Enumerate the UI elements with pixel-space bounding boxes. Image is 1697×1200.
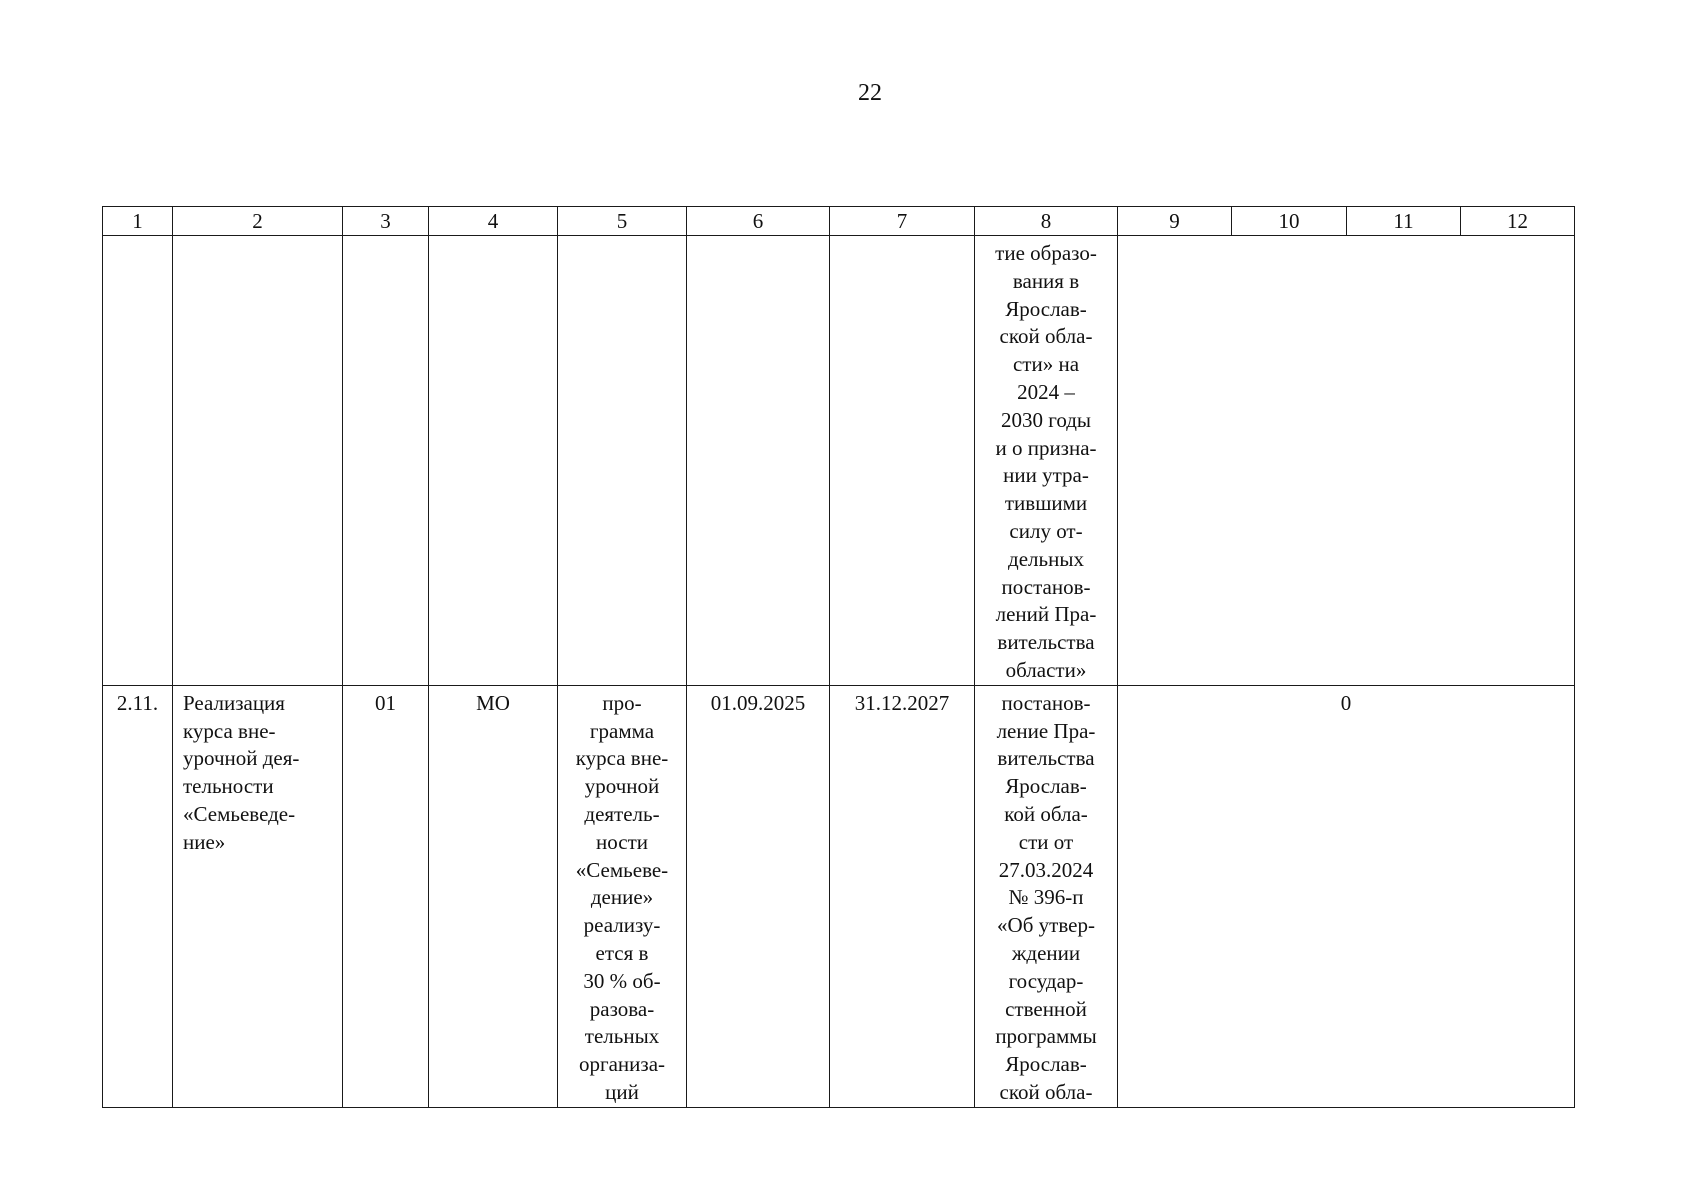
continuation-cell-5	[558, 236, 687, 686]
continuation-cell-8	[975, 236, 1118, 686]
code-cell	[343, 685, 429, 1107]
column-number-9: 9	[1118, 207, 1232, 236]
column-number-7: 7	[830, 207, 975, 236]
continuation-cell-1	[103, 236, 173, 686]
start-date: 01.09.2025	[710, 690, 806, 715]
column-number-3: 3	[343, 207, 429, 236]
event-name: Реализация курса вне- урочной дея- тельности «Семьеведе- ние»	[183, 690, 300, 854]
continuation-cell-2	[173, 236, 343, 686]
event-name-cell	[173, 685, 343, 1107]
column-number-6: 6	[687, 207, 830, 236]
continuation-row	[103, 236, 1575, 686]
funding-cell	[1118, 685, 1575, 1107]
column-number-10: 10	[1232, 207, 1347, 236]
start-date-cell	[687, 685, 830, 1107]
continuation-legal-basis: тие образо- вания в Ярослав- ской обла- сти» на 2024 – 2030 годы и о призна- нии утра- тившими силу от- дельных постанов- лений Пра- вительства области»	[995, 241, 1097, 682]
column-number-8: 8	[975, 207, 1118, 236]
program-table	[102, 206, 1575, 1108]
legal-basis: постанов- ление Пра- вительства Ярослав- кой обла- сти от 27.03.2024 № 396-п «Об утвер- ждении государ- ственной программы Ярослав- ской обла-	[995, 690, 1097, 1104]
continuation-cell-9-12	[1118, 236, 1575, 686]
row-number-cell	[103, 685, 173, 1107]
column-number-row	[103, 207, 1575, 236]
continuation-cell-4	[429, 236, 558, 686]
code: 01	[375, 690, 396, 715]
continuation-cell-3	[343, 236, 429, 686]
column-number-11: 11	[1347, 207, 1461, 236]
executor: МО	[476, 690, 510, 715]
result-cell	[558, 685, 687, 1107]
legal-basis-cell	[975, 685, 1118, 1107]
column-number-5: 5	[558, 207, 687, 236]
funding-value: 0	[1340, 690, 1352, 715]
executor-cell	[429, 685, 558, 1107]
page-number: 22	[858, 80, 882, 106]
column-number-12: 12	[1461, 207, 1575, 236]
continuation-cell-7	[830, 236, 975, 686]
column-number-1: 1	[103, 207, 173, 236]
end-date: 31.12.2027	[854, 690, 950, 715]
column-number-2: 2	[173, 207, 343, 236]
row-number: 2.11.	[116, 690, 159, 715]
table-row-2-11	[103, 685, 1575, 1107]
end-date-cell	[830, 685, 975, 1107]
column-number-4: 4	[429, 207, 558, 236]
continuation-cell-6	[687, 236, 830, 686]
expected-result: про- грамма курса вне- урочной деятель- ности «Семьеве- дение» реализу- ется в 30 % об- разова- тельных организа- ций	[575, 690, 669, 1104]
